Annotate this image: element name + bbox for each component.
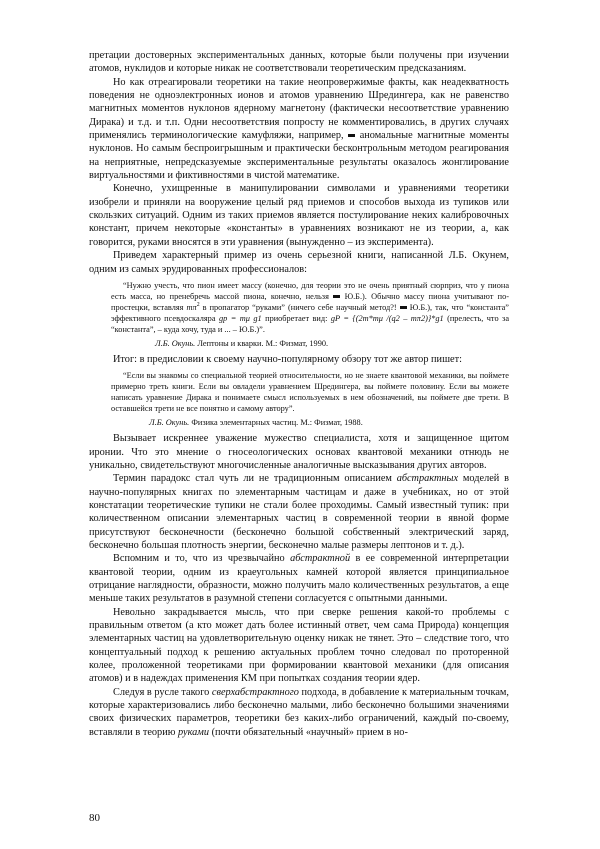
citation-1-author: Л.Б. Окунь.: [155, 338, 196, 348]
paragraph-5: Итог: в предисловии к своему научно-популярному обзору тот же автор пишет:: [113, 353, 462, 365]
paragraph-1: претации достоверных экспериментальных данных, которые были получены при изучении атомов, нуклидов и которые никак не соответствовали теоретическим предсказаниям.: [89, 50, 509, 75]
paragraph-2: [89, 76, 509, 183]
paragraph-6: Вызывает искреннее уважение мужество специалиста, хотя и защищенное щитом иронии. Что это мнение о гносеологических основах квантовой механики отнюдь не уникально, свидетельствуют многочисленные аналогичные высказывания других авторов.: [89, 433, 509, 471]
paragraph-3: Конечно, ухищренные в манипулировании символами и уравнениями теоретики изобрели и приняли на вооружение целый ряд приемов и способов выхода из тупиков или скользких ситуаций. Одним из таких приемов является постулирование неких калибровочных констант, причем некоторые «константы» в уравнениях возникают не из теории, а, как говорится, руками вносятся в эти уравнения (вынужденно – из эксперимента).: [89, 183, 509, 248]
paragraph-8-b: в ее современной интерпретации квантовой теории, одним из краеугольных камней которой является принципиальное отрицание наглядности, образности, можно получить мало количественных результатов, а еще меньше таких результатов в разумной степени согласуется с опытными данными.: [89, 553, 510, 605]
paragraph-7-a: Термин парадокс стал чуть ли не традиционным описанием: [113, 473, 392, 485]
citation-2-source: Физика элементарных частиц. М.: Физмат, 1988.: [191, 418, 363, 428]
symbol-m-pi-exponent: 2: [196, 302, 200, 309]
quote-1: [111, 280, 509, 335]
paragraph-10-emphasis-1: сверхабстрактного: [211, 686, 299, 698]
paragraph-8: [89, 552, 509, 605]
paragraph-8-emphasis: абстрактной: [290, 553, 351, 565]
paragraph-10-a: Следуя в русле такого: [113, 686, 210, 698]
page-body: [89, 49, 509, 739]
quote-1-a: “Нужно учесть, что пион имеет массу (конечно, для теории это не очень приятный сюрприз, что у пиона есть масса, но пренебречь массой пиона, конечно, нельзя: [111, 280, 509, 301]
formula-gP: gP = {(2m*mμ /(q2 – mπ2)}*g1: [330, 313, 444, 323]
quote-1-d: Ю.Б.), так, что “константа” эффективного псевдоскаляра: [111, 302, 509, 323]
paragraph-7-b: моделей в научно-популярных книгах по элементарным частицам и даже в учебниках, но от этой констатации теоретические тупики не стали более проходимы. Самый известный тупик: при количественном описании элементарных частиц в современной теории в явной форме присутствуют бесконечности (бесконечно большой собственный электрический заряд, бесконечно большая плотность энергии, бесконечно малые размеры лептонов и т. д.).: [89, 473, 510, 551]
paragraph-10: [89, 686, 509, 739]
symbol-m-pi: mπ: [186, 302, 197, 312]
dash-mark: [348, 134, 355, 137]
quote-2: “Если вы знакомы со специальной теорией относительности, но не знаете квантовой механики, вы поймете примерно треть книги. Если вы овладели уравнением Шредингера, вы поймете половину. Если вы можете написать уравнение Дирака и понимаете смысл используемых в нем обозначений, вы поймете две трети. В оставшейся трети не все понятно и самому автору”.: [111, 371, 509, 414]
citation-1: [155, 338, 509, 349]
paragraph-4: Приведем характерный пример из очень серьезной книги, написанной Л.Б. Окунем, одним из самых эрудированных профессионалов:: [89, 250, 509, 275]
dash-mark: [333, 295, 340, 298]
quote-1-f: (прелесть, что за “константа”, – куда хочу, туда и ... – Ю.Б.)”.: [111, 313, 510, 334]
citation-2: [149, 417, 509, 428]
paragraph-7-emphasis: абстрактных: [396, 473, 459, 485]
paragraph-2-part-b: аномальные магнитные моменты нуклонов. Но самым беспроигрышным и практически бесконтрольным методом реагирования на неприятные, непредсказуемые экспериментальные результаты оказалось жонглирование виртуальностями и фиктивностями в чистой математике.: [89, 130, 509, 182]
paragraph-8-a: Вспомним и то, что из чрезвычайно: [113, 553, 285, 565]
paragraph-9: Невольно закрадывается мысль, что при сверке решения какой-то проблемы с правильным ответом (а кто может дать более истинный ответ, чем сама Природа) концепция элементарных частиц на удовлетворительную оценку никак не тянет. Это – следствие того, что концептуальный подход к решению актуальных проблем точно следовал по проторенной колее, проложенной теоретиками при формировании квантовой механики (для описания атомов) и в надеждах применения КМ при попытках создания теории ядер.: [89, 606, 509, 685]
paragraph-2-part-a: Но как отреагировали теоретики на такие неопровержимые факты, как неадекватность поведения не одноэлектронных ионов и атомов уравнению Шредингера, как не равенство магнитных моментов нуклонов ядерному магнетону (фактически несоответствие уравнению Дирака) и т.д. и т.п. Одни несоответствия попросту не комментировались, в других случаях применялись терминологические камуфляжи, например,: [89, 76, 509, 142]
citation-1-source: Лептоны и кварки. М.: Физмат, 1990.: [197, 338, 329, 348]
quote-1-c: в пропагатор “руками” (ничего себе научный метод?!: [202, 302, 397, 312]
paragraph-7: [89, 472, 509, 552]
quote-1-e: приобретает вид:: [265, 313, 328, 323]
formula-gp: gp = mμ g1: [218, 313, 262, 323]
page-number: 80: [89, 812, 100, 824]
paragraph-10-b: подхода, в добавление к материальным точкам, которые характеризовались либо бесконечно малыми, либо бесконечно большими значениями своих физических параметров, теоретики без каких-либо ограничений, каждый по-своему, вставляли в теорию: [89, 686, 509, 738]
paragraph-10-emphasis-2: руками: [177, 726, 209, 738]
dash-mark: [400, 306, 407, 309]
quote-1-b: Ю.Б.). Обычно массу пиона учитывают по-простецки, вставляя: [111, 291, 510, 312]
paragraph-10-c: (почти обязательный «научный» прием в но-: [211, 726, 408, 738]
citation-2-author: Л.Б. Окунь.: [149, 418, 190, 428]
